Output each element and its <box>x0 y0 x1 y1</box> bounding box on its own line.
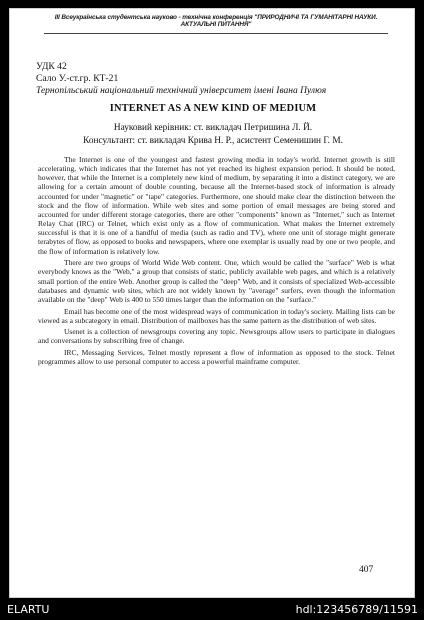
header-divider <box>44 33 388 34</box>
article-title: INTERNET AS A NEW KIND OF MEDIUM <box>109 103 317 114</box>
paragraph: There are two groups of World Wide Web content. One, which would be called the "surface" Web is what everybody knows as the "Web," a group that consists of static, publicly available web pages, and which is a relatively small portion of the entire Web. Another group is called the "deep" Web, and it consists of specialized Web-accessible databases and dynamic web sites, which are not widely known by "average" surfers, even though the information available on the "deep" Web is 400 to 550 times larger than the information on the "surface." <box>38 258 395 304</box>
udk-code: УДК 42 <box>36 61 67 72</box>
paragraph: Email has become one of the most widespread ways of communication in today's society. Mailing lists can be viewed as a subcategory in email. Distribution of mailboxes has the same pattern as the distribution of web sites. <box>38 306 395 325</box>
author-line: Сало У.-ст.гр. КТ-21 <box>36 73 119 84</box>
repository-name: ELARTU <box>7 603 50 616</box>
handle-id: hdl:123456789/11591 <box>295 603 418 616</box>
paragraph: IRC, Messaging Services, Telnet mostly represent a flow of information as opposed to the stock. Telnet programmes allow to use personal computer to access a powerful mainframe computer. <box>38 348 395 367</box>
conference-header: III Всеукраїнська студентська науково - технічна конференція "ПРИРОДНИЧІ ТА ГУМАНІТАРНІ НАУКИ. АКТУАЛЬНІ ПИТАННЯ" <box>54 14 378 29</box>
document-page <box>9 8 415 598</box>
supervisor-line: Науковий керівник: ст. викладач Петришина Л. Й. <box>113 123 313 133</box>
page-number: 407 <box>359 565 374 575</box>
paragraph: The Internet is one of the youngest and fastest growing media in today's world. Internet growth is still accelerating, which indicates that the Internet has not yet reached its highest expansion period. It should be noted, however, that while the Internet is a completely new kind of medium, by separating it into a distinct category, we are allowing for a certain amount of double counting, because all the Internet-based stock of information is already accounted for under "magnetic" or "tape" categories. Furthermore, one should make clear the distinction between the stock and the flow of information. While web sites and some portion of email messages are being stored and accounted for under different storage categories, there are other "components" known as "Internet," such as Internet Relay Chat (IRC) or Telnet, which exist only as a flow of communication. What makes the Internet extremely successful is that it is one of a handful of media (such as radio and TV), where one unit of storage might generate terabytes of flow, as opposed to books and newspapers, where one exemplar is usually read by one or two people, and the flow of information is relatively low. <box>38 155 395 256</box>
paragraph: Usenet is a collection of newsgroups covering any topic. Newsgroups allow users to participate in dialogues and conversations by subscribing free of change. <box>38 327 395 346</box>
article-body <box>38 155 395 369</box>
footer-bar <box>0 598 424 620</box>
consultant-line: Консультант: ст. викладач Крива Н. Р., асистент Семенишин Г. М. <box>83 136 343 146</box>
university-line: Тернопільський національний технічний університет імені Івана Пулюя <box>36 86 327 96</box>
